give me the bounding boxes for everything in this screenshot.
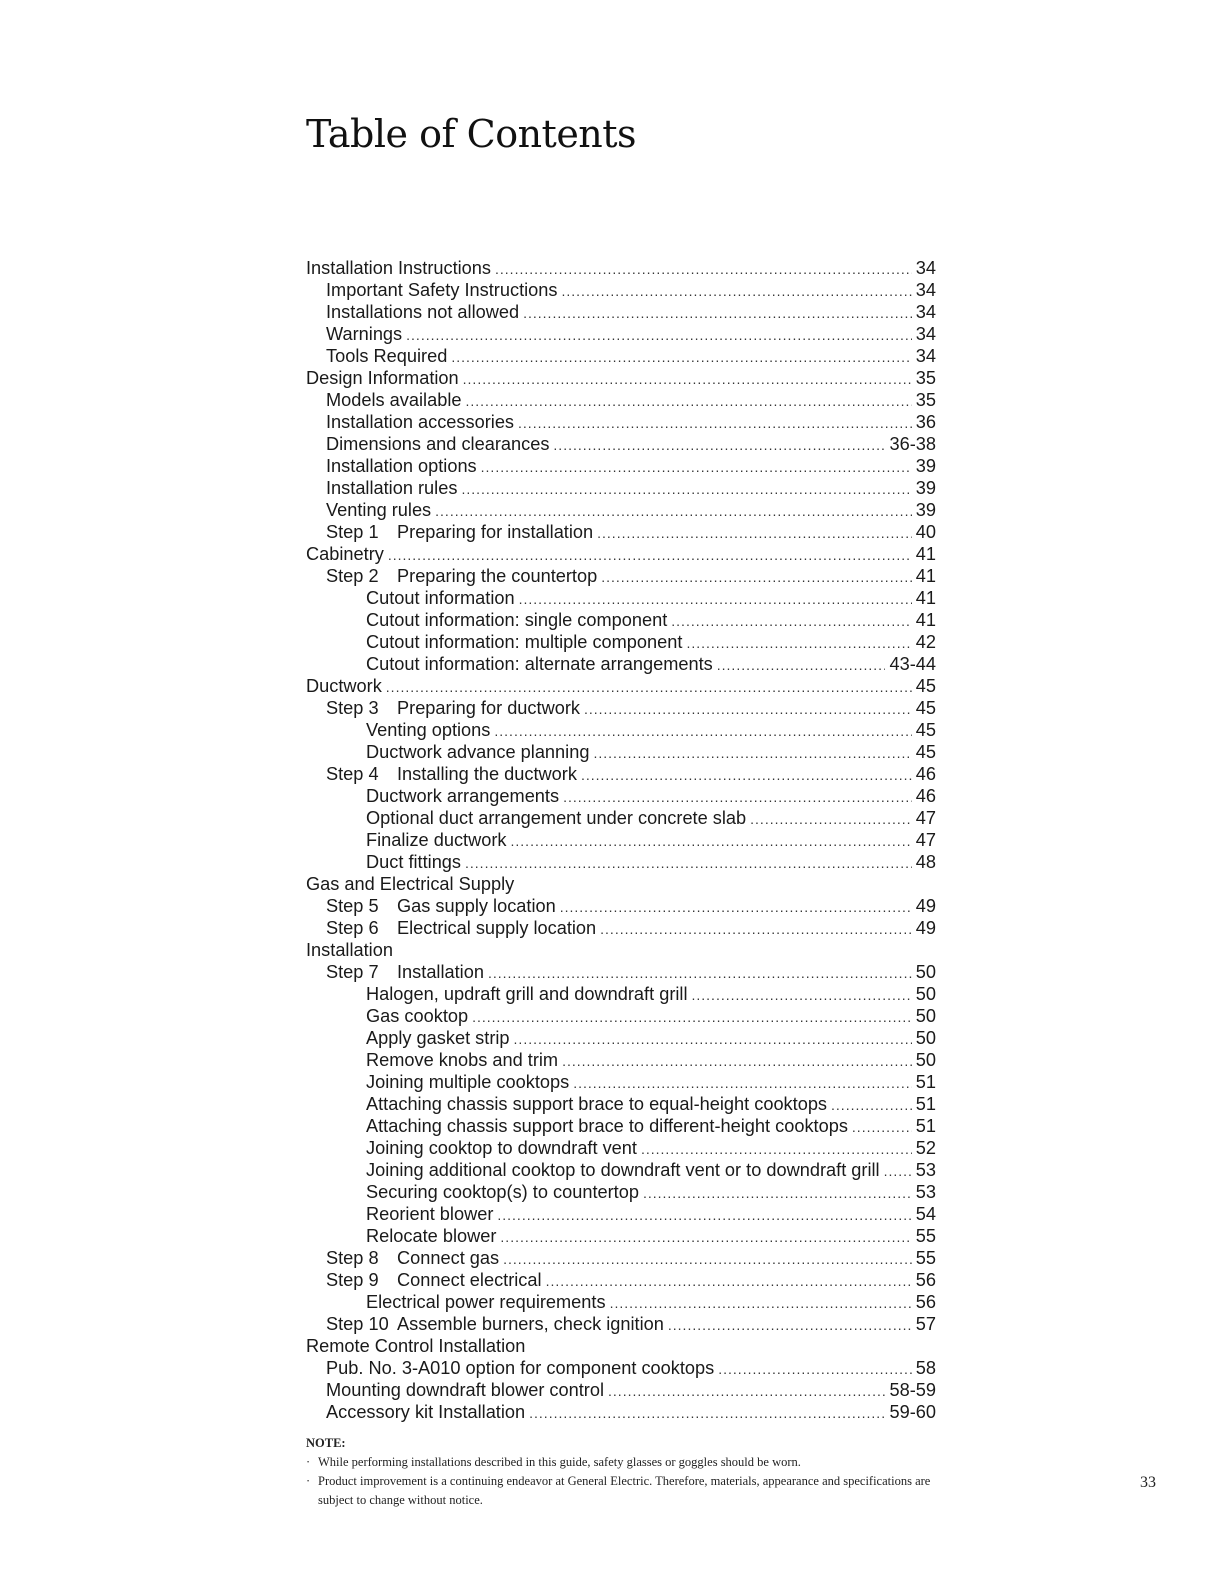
dot-leader bbox=[465, 390, 911, 412]
toc-entry-label bbox=[306, 873, 514, 895]
toc-entry bbox=[306, 521, 936, 543]
dot-leader bbox=[386, 676, 912, 698]
toc-page-number: 56 bbox=[915, 1292, 936, 1312]
toc-entry-text: Duct fittings bbox=[366, 852, 462, 872]
toc-entry bbox=[306, 389, 936, 411]
toc-entry-label bbox=[326, 1313, 664, 1335]
toc-entry-label bbox=[326, 279, 558, 301]
toc-page-number: 39 bbox=[915, 478, 936, 498]
dot-leader bbox=[581, 764, 912, 786]
toc-entry-label bbox=[366, 1005, 468, 1027]
toc-entry-label bbox=[326, 521, 593, 543]
toc-page-number: 34 bbox=[915, 302, 936, 322]
toc-entry-text: Installation options bbox=[326, 456, 477, 476]
dot-leader bbox=[514, 1028, 912, 1050]
toc-entry bbox=[306, 345, 936, 367]
toc-entry-label bbox=[366, 1093, 827, 1115]
toc-step-number: Step 5 bbox=[326, 896, 379, 916]
toc-entry-text: Installations not allowed bbox=[326, 302, 520, 322]
dot-leader bbox=[610, 1292, 912, 1314]
toc-entry-label bbox=[326, 411, 514, 433]
toc-entry-text: Venting options bbox=[366, 720, 491, 740]
toc-entry bbox=[306, 499, 936, 521]
toc-entry bbox=[306, 1137, 936, 1159]
dot-leader bbox=[750, 808, 912, 830]
note-heading: NOTE: bbox=[306, 1436, 346, 1450]
toc-entry bbox=[306, 433, 936, 455]
toc-entry-text: Preparing for installation bbox=[397, 522, 594, 542]
toc-page-number: 34 bbox=[915, 280, 936, 300]
toc-entry-label bbox=[326, 499, 431, 521]
toc-entry-text: Attaching chassis support brace to equal-height cooktops bbox=[366, 1094, 828, 1114]
dot-leader bbox=[511, 830, 912, 852]
toc-page-number: 34 bbox=[915, 324, 936, 344]
toc-entry-label bbox=[326, 455, 477, 477]
table-of-contents bbox=[306, 257, 936, 1423]
toc-entry-label bbox=[366, 1027, 510, 1049]
toc-page-number: 41 bbox=[915, 610, 936, 630]
toc-entry bbox=[306, 719, 936, 741]
toc-entry-label bbox=[366, 851, 461, 873]
toc-entry bbox=[306, 543, 936, 565]
note-text: Product improvement is a continuing endeavor at General Electric. Therefore, materials, appearance and specifications are subject to change without notice. bbox=[318, 1474, 931, 1507]
toc-entry-label bbox=[306, 1335, 525, 1357]
toc-entry-text: Installation accessories bbox=[326, 412, 515, 432]
toc-page-number: 58-59 bbox=[889, 1380, 936, 1400]
toc-entry-text: Dimensions and clearances bbox=[326, 434, 550, 454]
page-number: 33 bbox=[1140, 1474, 1156, 1491]
toc-entry bbox=[306, 565, 936, 587]
toc-entry-label bbox=[366, 785, 559, 807]
dot-leader bbox=[495, 258, 912, 280]
toc-entry-text: Mounting downdraft blower control bbox=[326, 1380, 605, 1400]
toc-entry-label bbox=[326, 565, 597, 587]
toc-entry-text: Important Safety Instructions bbox=[326, 280, 558, 300]
dot-leader bbox=[608, 1380, 885, 1402]
toc-entry bbox=[306, 1335, 936, 1357]
toc-entry-text: Installing the ductwork bbox=[397, 764, 577, 784]
dot-leader bbox=[546, 1270, 912, 1292]
toc-entry-text: Reorient blower bbox=[366, 1204, 494, 1224]
dot-leader bbox=[831, 1094, 912, 1116]
toc-page-number: 45 bbox=[915, 676, 936, 696]
toc-page-number: 49 bbox=[915, 896, 936, 916]
note-text: While performing installations described in this guide, safety glasses or goggles should be worn. bbox=[318, 1455, 801, 1469]
dot-leader bbox=[494, 720, 911, 742]
toc-entry bbox=[306, 1159, 936, 1181]
dot-leader bbox=[451, 346, 911, 368]
toc-page-number: 55 bbox=[915, 1248, 936, 1268]
toc-entry-label bbox=[326, 697, 580, 719]
toc-entry-text: Preparing for ductwork bbox=[397, 698, 580, 718]
toc-entry-label bbox=[306, 939, 393, 961]
toc-entry bbox=[306, 785, 936, 807]
toc-page-number: 34 bbox=[915, 346, 936, 366]
toc-entry bbox=[306, 1225, 936, 1247]
toc-page-number: 59-60 bbox=[889, 1402, 936, 1422]
toc-entry-label bbox=[366, 1049, 558, 1071]
toc-entry bbox=[306, 1093, 936, 1115]
toc-entry-label bbox=[366, 1203, 493, 1225]
toc-entry-label bbox=[366, 587, 515, 609]
toc-entry-text: Gas supply location bbox=[397, 896, 556, 916]
toc-entry bbox=[306, 1027, 936, 1049]
toc-entry-text: Cabinetry bbox=[306, 544, 384, 564]
toc-entry-label bbox=[366, 719, 490, 741]
toc-entry-label bbox=[306, 367, 459, 389]
toc-entry-text: Gas and Electrical Supply bbox=[306, 874, 515, 894]
toc-page-number: 57 bbox=[915, 1314, 936, 1334]
toc-entry-label bbox=[326, 1379, 604, 1401]
toc-entry-text: Joining cooktop to downdraft vent bbox=[366, 1138, 637, 1158]
toc-entry-text: Warnings bbox=[326, 324, 403, 344]
toc-entry-label bbox=[326, 917, 596, 939]
dot-leader bbox=[584, 698, 912, 720]
toc-entry-text: Apply gasket strip bbox=[366, 1028, 510, 1048]
dot-leader bbox=[717, 654, 886, 676]
bullet-icon: · bbox=[306, 1474, 311, 1488]
toc-entry bbox=[306, 829, 936, 851]
toc-entry-text: Relocate blower bbox=[366, 1226, 497, 1246]
toc-entry-label bbox=[326, 477, 457, 499]
toc-page-number: 36-38 bbox=[889, 434, 936, 454]
toc-entry-label bbox=[366, 1137, 637, 1159]
toc-entry-text: Remote Control Installation bbox=[306, 1336, 526, 1356]
toc-entry-label bbox=[366, 609, 667, 631]
dot-leader bbox=[406, 324, 912, 346]
bullet-icon: · bbox=[306, 1455, 311, 1469]
toc-entry-text: Attaching chassis support brace to different-height cooktops bbox=[366, 1116, 848, 1136]
toc-entry bbox=[306, 1115, 936, 1137]
toc-entry bbox=[306, 1269, 936, 1291]
toc-page-number: 36 bbox=[915, 412, 936, 432]
toc-entry-text: Finalize ductwork bbox=[366, 830, 507, 850]
dot-leader bbox=[560, 896, 912, 918]
toc-entry-text: Joining multiple cooktops bbox=[366, 1072, 570, 1092]
dot-leader bbox=[523, 302, 912, 324]
toc-entry-label bbox=[326, 961, 484, 983]
dot-leader bbox=[563, 786, 912, 808]
toc-entry-label bbox=[366, 1181, 639, 1203]
dot-leader bbox=[671, 610, 911, 632]
toc-entry-label bbox=[326, 323, 402, 345]
toc-step-number: Step 7 bbox=[326, 962, 379, 982]
toc-entry-text: Gas cooktop bbox=[366, 1006, 469, 1026]
toc-page-number: 53 bbox=[915, 1182, 936, 1202]
toc-step-number: Step 2 bbox=[326, 566, 379, 586]
toc-entry bbox=[306, 455, 936, 477]
toc-entry-label bbox=[326, 433, 549, 455]
toc-entry-text: Installation rules bbox=[326, 478, 458, 498]
toc-entry-label bbox=[366, 653, 713, 675]
dot-leader bbox=[601, 566, 912, 588]
toc-entry-label bbox=[366, 631, 682, 653]
toc-entry-label bbox=[366, 983, 688, 1005]
toc-entry-text: Ductwork arrangements bbox=[366, 786, 560, 806]
toc-entry-text: Securing cooktop(s) to countertop bbox=[366, 1182, 639, 1202]
toc-entry-text: Remove knobs and trim bbox=[366, 1050, 559, 1070]
toc-page-number: 41 bbox=[915, 588, 936, 608]
dot-leader bbox=[500, 1226, 911, 1248]
toc-entry bbox=[306, 873, 936, 895]
page-title: Table of Contents bbox=[306, 112, 637, 156]
toc-entry-text: Cutout information bbox=[366, 588, 515, 608]
toc-page-number: 50 bbox=[915, 1006, 936, 1026]
toc-entry bbox=[306, 1313, 936, 1335]
dot-leader bbox=[461, 478, 911, 500]
toc-entry bbox=[306, 697, 936, 719]
toc-page-number: 48 bbox=[915, 852, 936, 872]
toc-entry bbox=[306, 1181, 936, 1203]
toc-entry bbox=[306, 653, 936, 675]
dot-leader bbox=[488, 962, 912, 984]
toc-entry-text: Connect gas bbox=[397, 1248, 500, 1268]
toc-entry-text: Cutout information: single component bbox=[366, 610, 668, 630]
toc-entry bbox=[306, 895, 936, 917]
note-section bbox=[306, 1434, 946, 1510]
toc-entry-label bbox=[326, 1269, 542, 1291]
toc-entry bbox=[306, 807, 936, 829]
toc-page-number: 47 bbox=[915, 808, 936, 828]
toc-entry-text: Preparing the countertop bbox=[397, 566, 598, 586]
toc-entry bbox=[306, 1247, 936, 1269]
toc-entry bbox=[306, 983, 936, 1005]
toc-page-number: 52 bbox=[915, 1138, 936, 1158]
toc-page-number: 54 bbox=[915, 1204, 936, 1224]
toc-step-number: Step 9 bbox=[326, 1270, 379, 1290]
toc-entry bbox=[306, 367, 936, 389]
toc-page-number: 56 bbox=[915, 1270, 936, 1290]
toc-page-number: 50 bbox=[915, 1028, 936, 1048]
toc-page-number: 53 bbox=[915, 1160, 936, 1180]
dot-leader bbox=[718, 1358, 912, 1380]
toc-step-number: Step 4 bbox=[326, 764, 379, 784]
toc-page-number: 45 bbox=[915, 720, 936, 740]
toc-page-number: 39 bbox=[915, 500, 936, 520]
toc-page-number: 51 bbox=[915, 1116, 936, 1136]
toc-entry bbox=[306, 1379, 936, 1401]
dot-leader bbox=[597, 522, 912, 544]
toc-entry-label bbox=[306, 543, 384, 565]
dot-leader bbox=[518, 412, 912, 434]
toc-entry-label bbox=[366, 1071, 569, 1093]
toc-page-number: 42 bbox=[915, 632, 936, 652]
dot-leader bbox=[465, 852, 912, 874]
toc-page-number: 47 bbox=[915, 830, 936, 850]
toc-entry bbox=[306, 1357, 936, 1379]
toc-entry bbox=[306, 1291, 936, 1313]
toc-entry-label bbox=[326, 345, 447, 367]
dot-leader bbox=[884, 1160, 912, 1182]
toc-page-number: 39 bbox=[915, 456, 936, 476]
toc-entry bbox=[306, 631, 936, 653]
toc-page-number: 41 bbox=[915, 566, 936, 586]
toc-entry-label bbox=[366, 1291, 606, 1313]
toc-entry-text: Optional duct arrangement under concrete slab bbox=[366, 808, 747, 828]
toc-page-number: 40 bbox=[915, 522, 936, 542]
dot-leader bbox=[852, 1116, 912, 1138]
toc-entry bbox=[306, 323, 936, 345]
toc-entry bbox=[306, 609, 936, 631]
dot-leader bbox=[562, 1050, 912, 1072]
toc-entry bbox=[306, 477, 936, 499]
toc-page-number: 46 bbox=[915, 786, 936, 806]
toc-entry bbox=[306, 1401, 936, 1423]
toc-entry-text: Electrical supply location bbox=[397, 918, 597, 938]
toc-entry bbox=[306, 939, 936, 961]
dot-leader bbox=[573, 1072, 912, 1094]
toc-entry-label bbox=[366, 1159, 880, 1181]
toc-entry-label bbox=[326, 1247, 499, 1269]
toc-page-number: 50 bbox=[915, 962, 936, 982]
toc-entry bbox=[306, 741, 936, 763]
toc-page-number: 51 bbox=[915, 1094, 936, 1114]
dot-leader bbox=[519, 588, 912, 610]
toc-page-number: 45 bbox=[915, 742, 936, 762]
toc-entry-text: Tools Required bbox=[326, 346, 448, 366]
dot-leader bbox=[643, 1182, 912, 1204]
toc-entry-text: Design Information bbox=[306, 368, 459, 388]
toc-entry bbox=[306, 1005, 936, 1027]
toc-step-number: Step 8 bbox=[326, 1248, 379, 1268]
toc-entry bbox=[306, 917, 936, 939]
toc-entry-text: Installation bbox=[397, 962, 484, 982]
dot-leader bbox=[641, 1138, 912, 1160]
toc-entry bbox=[306, 1049, 936, 1071]
toc-entry bbox=[306, 587, 936, 609]
toc-step-number: Step 10 bbox=[326, 1314, 389, 1334]
toc-entry-label bbox=[366, 1225, 496, 1247]
dot-leader bbox=[435, 500, 912, 522]
toc-entry-text: Connect electrical bbox=[397, 1270, 542, 1290]
toc-entry-text: Installation bbox=[306, 940, 393, 960]
toc-page-number: 43-44 bbox=[889, 654, 936, 674]
toc-entry-text: Accessory kit Installation bbox=[326, 1402, 526, 1422]
toc-page-number: 55 bbox=[915, 1226, 936, 1246]
toc-page-number: 41 bbox=[915, 544, 936, 564]
toc-entry bbox=[306, 1203, 936, 1225]
toc-entry bbox=[306, 675, 936, 697]
toc-entry-label bbox=[326, 389, 461, 411]
toc-entry bbox=[306, 851, 936, 873]
toc-page-number: 35 bbox=[915, 390, 936, 410]
toc-entry-label bbox=[326, 1401, 525, 1423]
toc-page-number: 51 bbox=[915, 1072, 936, 1092]
dot-leader bbox=[481, 456, 912, 478]
toc-entry-text: Halogen, updraft grill and downdraft grill bbox=[366, 984, 688, 1004]
toc-page-number: 46 bbox=[915, 764, 936, 784]
toc-entry bbox=[306, 301, 936, 323]
dot-leader bbox=[529, 1402, 885, 1424]
toc-entry-label bbox=[366, 741, 589, 763]
toc-entry-label bbox=[326, 895, 556, 917]
toc-entry-text: Electrical power requirements bbox=[366, 1292, 606, 1312]
toc-entry bbox=[306, 763, 936, 785]
toc-page-number: 50 bbox=[915, 1050, 936, 1070]
toc-entry-label bbox=[326, 1357, 714, 1379]
toc-entry-text: Pub. No. 3-A010 option for component cooktops bbox=[326, 1358, 715, 1378]
toc-entry-text: Assemble burners, check ignition bbox=[397, 1314, 664, 1334]
toc-entry-text: Installation Instructions bbox=[306, 258, 492, 278]
dot-leader bbox=[463, 368, 912, 390]
toc-entry-label bbox=[306, 257, 491, 279]
toc-entry-text: Ductwork bbox=[306, 676, 382, 696]
dot-leader bbox=[388, 544, 912, 566]
toc-entry-text: Cutout information: multiple component bbox=[366, 632, 683, 652]
toc-step-number: Step 3 bbox=[326, 698, 379, 718]
toc-entry-text: Cutout information: alternate arrangements bbox=[366, 654, 713, 674]
toc-entry-text: Models available bbox=[326, 390, 462, 410]
toc-entry-text: Venting rules bbox=[326, 500, 432, 520]
toc-page-number: 50 bbox=[915, 984, 936, 1004]
toc-entry-text: Joining additional cooktop to downdraft vent or to downdraft grill bbox=[366, 1160, 880, 1180]
dot-leader bbox=[686, 632, 911, 654]
dot-leader bbox=[472, 1006, 912, 1028]
toc-entry-text: Ductwork advance planning bbox=[366, 742, 590, 762]
toc-entry-label bbox=[326, 301, 519, 323]
dot-leader bbox=[497, 1204, 911, 1226]
toc-entry bbox=[306, 1071, 936, 1093]
dot-leader bbox=[600, 918, 912, 940]
dot-leader bbox=[668, 1314, 912, 1336]
note-item bbox=[306, 1453, 946, 1472]
toc-entry bbox=[306, 279, 936, 301]
toc-entry bbox=[306, 961, 936, 983]
toc-page-number: 34 bbox=[915, 258, 936, 278]
toc-page-number: 45 bbox=[915, 698, 936, 718]
toc-entry bbox=[306, 257, 936, 279]
toc-entry bbox=[306, 411, 936, 433]
toc-entry-label bbox=[366, 829, 507, 851]
toc-page-number: 58 bbox=[915, 1358, 936, 1378]
toc-page-number: 49 bbox=[915, 918, 936, 938]
dot-leader bbox=[503, 1248, 912, 1270]
toc-entry-label bbox=[326, 763, 577, 785]
toc-page-number: 35 bbox=[915, 368, 936, 388]
toc-step-number: Step 6 bbox=[326, 918, 379, 938]
toc-entry-label bbox=[366, 1115, 848, 1137]
dot-leader bbox=[562, 280, 912, 302]
toc-step-number: Step 1 bbox=[326, 522, 379, 542]
toc-entry-label bbox=[366, 807, 746, 829]
note-item bbox=[306, 1472, 946, 1510]
toc-entry-label bbox=[306, 675, 382, 697]
dot-leader bbox=[692, 984, 912, 1006]
dot-leader bbox=[553, 434, 885, 456]
dot-leader bbox=[593, 742, 911, 764]
